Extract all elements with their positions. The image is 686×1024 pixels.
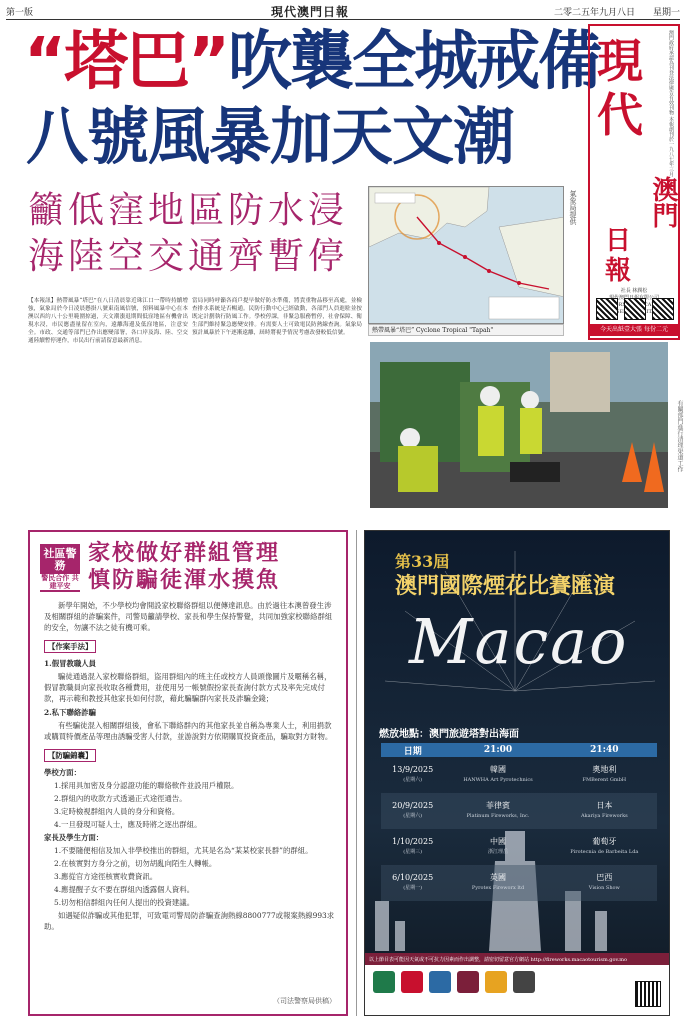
poster-footer-note[interactable]: 以上節目表可能因天氣或不可抗力因素而作出調整，請密切留意官方網站 http://fireworks.macaotourism.gov.mo <box>365 955 669 965</box>
team-country: 中國 <box>490 837 507 846</box>
team-name: Akariya Fireworks <box>580 813 628 819</box>
team-name: HANWHA Art Pyrotechnics <box>463 777 533 783</box>
table-row <box>381 793 657 829</box>
badge-subtitle: 警民合作 共建平安 <box>41 573 79 590</box>
table-row <box>381 865 657 901</box>
sponsor-logo-icon <box>429 971 451 993</box>
row-date: 20/9/2025 <box>392 801 434 810</box>
subsection-parents: 家長及學生方面： <box>44 833 104 842</box>
team-country: 菲律賓 <box>486 801 511 810</box>
issue-date: 二零二五年九月八日 <box>553 8 635 18</box>
poster-footer <box>365 953 669 1015</box>
notice-source: （司法警察局供稿） <box>273 997 336 1005</box>
newspaper-name: 現代澳門日報 <box>270 5 349 19</box>
main-headline-line1[interactable] <box>24 26 600 98</box>
team-country: 葡萄牙 <box>592 837 617 846</box>
masthead-registration-text: 澳門政府承認為刊登法律廣告有效刊物 本報創刊於一九八七年三月 <box>668 30 674 177</box>
table-header-date: 日期 <box>381 743 444 757</box>
subheadline-1: 籲低窪地區防水浸 <box>28 190 349 231</box>
map-graphic <box>369 187 564 324</box>
section-tips: 【防騙錦囊】 <box>44 749 96 762</box>
sponsor-logo-icon <box>457 971 479 993</box>
sponsor-logo-icon <box>401 971 423 993</box>
photo-credit: 有關部門進行清理渠道工作 <box>676 400 683 472</box>
headline-line1-rest: 吹襲全城戒備 <box>228 25 601 99</box>
list-item: 5.切勿相信群組內任何人提出的投資建議。 <box>54 898 195 907</box>
team-country: 奧地利 <box>592 765 617 774</box>
table-header-time-1: 21:00 <box>444 743 551 757</box>
sponsor-logo-icon <box>373 971 395 993</box>
team-name: FMBerent GmbH <box>582 777 627 783</box>
qr-code-icon[interactable] <box>624 298 646 320</box>
poster-title: 澳門國際煙花比賽匯演 <box>395 574 616 599</box>
notice-title-line1: 家校做好群組管理 <box>88 541 281 566</box>
text-private-contact: 有些騙徒混入相關群組後，會私下聯絡群內的其他家長並自稱為專業人士，利用捐款或購買特價產品等理由誘騙受害人付款，並游說對方依期購買投資產品，騙取對方財物。 <box>44 721 333 741</box>
team-country: 韓國 <box>490 765 507 774</box>
row-day: (星期一) <box>403 885 423 891</box>
row-day: (星期六) <box>403 813 423 819</box>
list-item: 4.應提醒子女不要在群組內透露個人資料。 <box>54 885 195 894</box>
masthead-logo-main <box>594 34 646 142</box>
sponsor-logo-icon <box>513 971 535 993</box>
column-divider <box>356 530 357 1016</box>
masthead-publisher-info: 社長 林潤松 <box>620 288 648 294</box>
team-name: Pirotecnia de Barbeita Lda <box>570 849 639 855</box>
masthead-char-2: 代 <box>597 88 643 142</box>
row-date: 13/9/2025 <box>392 765 434 774</box>
issue-weekday: 星期一 <box>652 8 680 18</box>
team-name: Vision Show <box>588 885 620 891</box>
list-item: 2.在核實對方身分之前，切勿胡亂向陌生人轉帳。 <box>54 859 217 868</box>
masthead-logo-daily <box>594 226 642 286</box>
map-caption: 熱帶風暴“塔巴” Cyclone Tropical "Tapah" <box>368 324 564 336</box>
table-header-time-2: 21:40 <box>552 743 657 757</box>
table-row <box>381 757 657 793</box>
row-date: 6/10/2025 <box>392 873 434 882</box>
team-country: 日本 <box>596 801 613 810</box>
team-name: Platinum Fireworks, Inc. <box>466 813 530 819</box>
subsection-private-contact: 2.私下聯絡詐騙 <box>44 708 97 717</box>
qr-code-icon[interactable] <box>596 298 618 320</box>
list-item: 1.不要隨便相信及加入非學校推出的群組，尤其是名為“某某校家長群”的群組。 <box>54 846 313 855</box>
masthead-price-tag: 今天出紙壹大張 每份二元 <box>590 324 678 336</box>
sponsor-logos <box>365 965 669 999</box>
text-fake-staff: 騙徒通過混入家校聯絡群組，盜用群組內的班主任或校方人員頭像圖片及暱稱名稱，假冒教職員向家長收取各種費用，並使用另一帳號假扮家長查詢付款方式及率先完成付款，再示範和教授其他家長如何付款，藉此騙騙群內家長及詐騙金錢； <box>44 672 332 703</box>
section-modus-operandi: 【作案手法】 <box>44 640 96 653</box>
badge-title: 社區警務 <box>43 547 77 572</box>
notice-intro: 新學年開始，不少學校均會開設家校聯絡群組以便傳達訊息。由於過往本澳曾發生涉及相關群組的詐騙案件，司警局籲請學校、家長和學生保持警覺，共同加強家校聯絡群組的安全，勿讓不法之徒有機可乘。 <box>44 601 333 632</box>
subheadline-2: 海陸空交通齊暫停 <box>28 236 349 277</box>
photo-graphic <box>370 342 668 508</box>
list-item: 2.群組內的收款方式透過正式途徑通告。 <box>54 794 187 803</box>
row-date: 1/10/2025 <box>392 837 434 846</box>
list-item: 4.一旦發現可疑人士，應及時將之逐出群組。 <box>54 820 202 829</box>
team-name: Pyrotex Fireworx ltd <box>471 885 525 891</box>
row-day: (星期六) <box>403 777 423 783</box>
subsection-fake-staff: 1.假冒教職人員 <box>44 659 97 668</box>
list-item: 3.應從官方途徑核實收費資訊。 <box>54 872 158 881</box>
row-day: (星期三) <box>403 849 423 855</box>
team-name: 浙江理岳 <box>488 849 509 855</box>
fireworks-poster[interactable] <box>364 530 670 1016</box>
page-number: 第一版 <box>6 8 34 18</box>
masthead-char-3: 日 <box>604 226 631 256</box>
notice-body <box>44 600 336 935</box>
team-country: 英國 <box>490 873 507 882</box>
map-credit: 氣象局提供 <box>569 190 577 225</box>
headline-typhoon-name: “塔巴” <box>24 25 229 99</box>
notice-title <box>88 540 280 594</box>
qr-code-icon[interactable] <box>652 298 674 320</box>
police-notice-box[interactable] <box>28 530 348 1016</box>
article-column-2: 當局同時呼籲各商戶提早做好防水準備，將貴重物品移至高處，並檢查排水系統是否暢通。民防行動中心已經啟動，各部門人員進駐並按既定計劃執行防風工作。學校停課，非緊急服務暫停，社會保障、衛生部門維持緊急應變安排。有需要人士可致電民防熱線查詢。氣象局預計風暴於下午逐漸遠離，屆時將視乎情況考慮改發較低信號。 <box>192 298 362 336</box>
fireworks-schedule-table <box>381 743 657 901</box>
notice-title-line2: 慎防騙徒渾水摸魚 <box>88 568 281 593</box>
list-item: 1.採用具加密及身分認證功能的聯絡軟件並設用戶權限。 <box>54 781 239 790</box>
poster-macao-logo: Macao <box>409 605 629 678</box>
notice-closing: 如遇疑似詐騙或其他犯罪，可致電司警局防詐騙查詢熱線8800777或報案熱線993求助。 <box>44 911 335 931</box>
subsection-school: 學校方面： <box>44 768 81 777</box>
list-item: 3.定時檢視群組內人員的身分和資格。 <box>54 807 180 816</box>
masthead-logo-macau: 澳門 <box>648 176 678 228</box>
main-headline-line2[interactable]: 八號風暴加天文潮 <box>26 100 515 173</box>
sponsor-logo-icon <box>485 971 507 993</box>
typhoon-track-map[interactable] <box>368 186 564 324</box>
masthead <box>588 24 680 340</box>
page-top-bar <box>6 4 680 20</box>
news-photo-drain-cleaning[interactable] <box>370 342 668 508</box>
qr-code-icon[interactable] <box>635 981 661 1007</box>
table-row <box>381 829 657 865</box>
article-column-1: 【本報訊】熱帶風暴“塔巴”在八日清晨靠近珠江口一帶時持續增強，氣象局於今日凌晨懸掛八號東南風信號，預料風暴中心在本澳以西約八十公里範圍掠過，天文潮漲退期間低窪地區有機會出現水浸，市民應盡量留在室內，遠離海邊及低窪地區，注意安全。市政、交通等部門已作出應變部署，各口岸及海、陸、空交通陸續暫停運作，市民出行前請留意最新消息。 <box>28 298 188 344</box>
poster-edition: 第33屆 <box>395 552 450 571</box>
team-country: 巴西 <box>596 873 613 882</box>
masthead-char-1: 現 <box>597 34 643 88</box>
masthead-char-4: 報 <box>604 256 631 286</box>
community-police-badge <box>40 544 80 592</box>
poster-venue: 燃放地點：澳門旅遊塔對出海面 <box>379 729 519 740</box>
